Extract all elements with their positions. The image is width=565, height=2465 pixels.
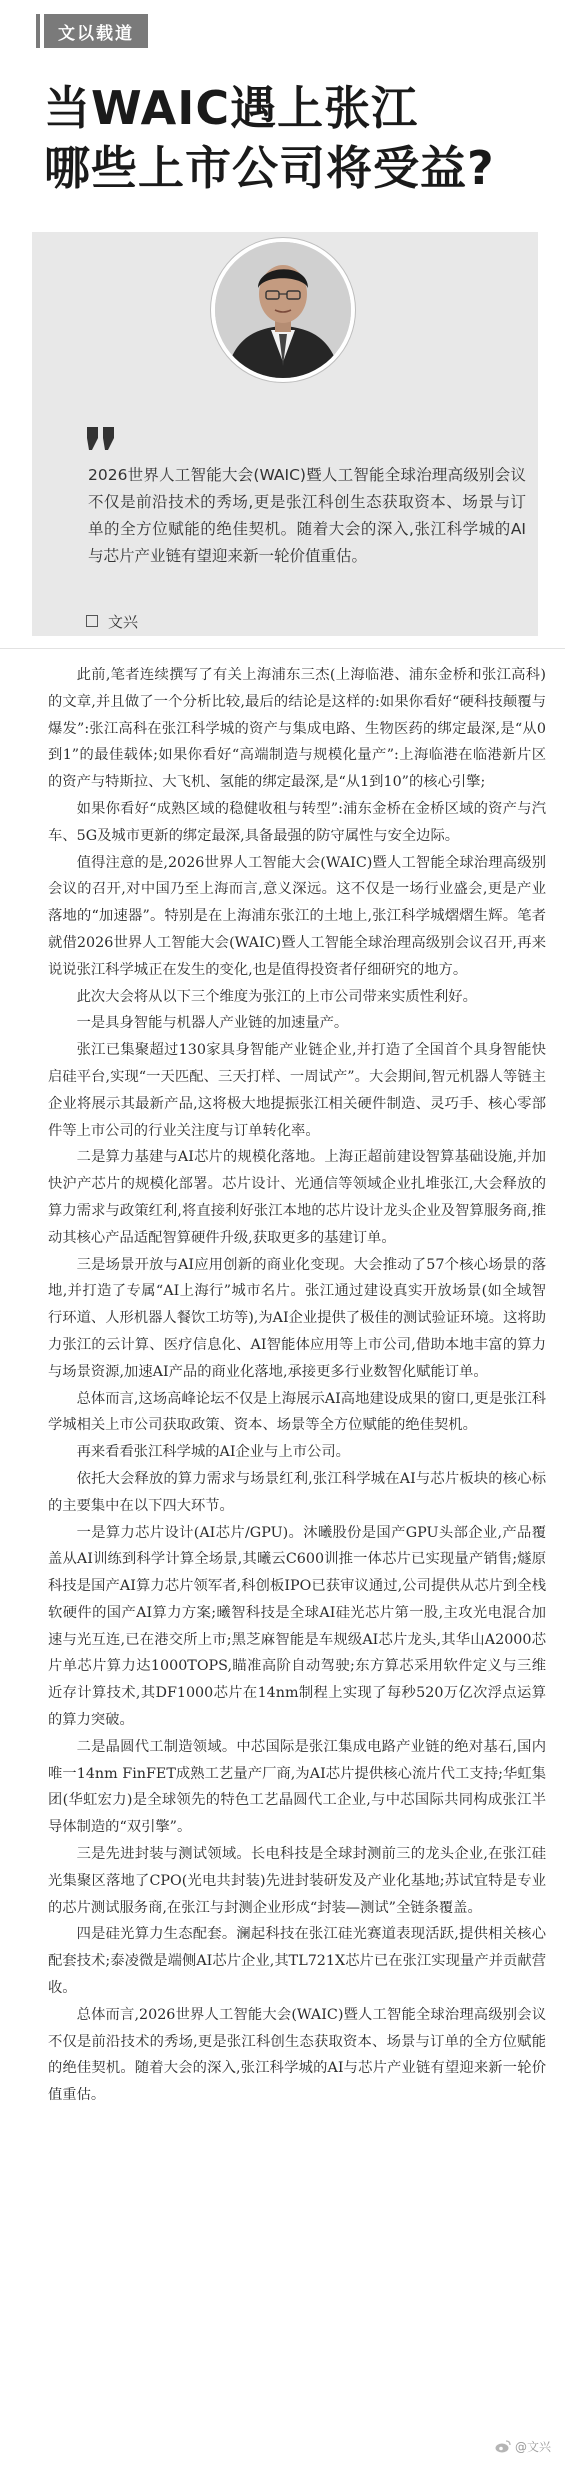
headline-line-1: 当WAIC遇上张江 — [44, 81, 419, 135]
divider — [0, 648, 565, 649]
paragraph: 再来看看张江科学城的AI企业与上市公司。 — [76, 1444, 350, 1461]
paragraph: 此前,笔者连续撰写了有关上海浦东三杰(上海临港、浦东金桥和张江高科)的文章,并且做了一个分析比较,最后的结论是这样的:如果你看好“硬科技颠覆与爆发”:张江高科在张江科学城的资产与集成电路、生物医药的绑定最深,是“从0到1”的最佳载体;如果你看好“高端制造与规模化量产”:上海临港在临港新片区的资产与特斯拉、大飞机、氢能的绑定最深,是“从1到10”的核心引擎; — [48, 667, 546, 791]
paragraph: 二是晶圆代工制造领域。中芯国际是张江集成电路产业链的绝对基石,国内唯一14nm FinFET成熟工艺量产厂商,为AI芯片提供核心流片代工支持;华虹集团(华虹宏力)是全球领先的特色工艺晶圆代工企业,与中芯国际共同构成张江半导体制造的“双引擎”。 — [48, 1738, 546, 1836]
article-body — [48, 662, 546, 2109]
weibo-icon — [495, 2440, 511, 2453]
paragraph: 依托大会释放的算力需求与场景红利,张江科学城在AI与芯片板块的核心标的主要集中在以下四大环节。 — [48, 1470, 546, 1514]
source-watermark — [495, 2438, 551, 2455]
author-byline — [86, 610, 138, 632]
paragraph: 此次大会将从以下三个维度为张江的上市公司带来实质性利好。 — [76, 988, 477, 1005]
lead-summary: 2026世界人工智能大会(WAIC)暨人工智能全球治理高级别会议不仅是前沿技术的秀场,更是张江科创生态获取资本、场景与订单的全方位赋能的绝佳契机。随着大会的深入,张江科学城的AI与芯片产业链有望迎来新一轮价值重估。 — [88, 466, 526, 565]
author-portrait — [211, 238, 355, 382]
paragraph: 值得注意的是,2026世界人工智能大会(WAIC)暨人工智能全球治理高级别会议的召开,对中国乃至上海而言,意义深远。这不仅是一场行业盛会,更是产业落地的“加速器”。特别是在上海浦东张江的土地上,张江科学城熠熠生辉。笔者就借2026世界人工智能大会(WAIC)暨人工智能全球治理高级别会议召开,再来说说张江科学城正在发生的变化,也是值得投资者仔细研究的地方。 — [48, 854, 546, 978]
headline — [44, 78, 544, 198]
paragraph: 三是场景开放与AI应用创新的商业化变现。大会推动了57个核心场景的落地,并打造了专属“AI上海行”城市名片。张江通过建设真实开放场景(如全域智行环道、人形机器人餐饮工坊等),为AI企业提供了极佳的测试验证环境。这将助力张江的云计算、医疗信息化、AI智能体应用等上市公司,借助本地丰富的算力与场景资源,加速AI产品的商业化落地,承接更多行业数智化赋能订单。 — [48, 1256, 546, 1380]
paragraph: 四是硅光算力生态配套。澜起科技在张江硅光赛道表现活跃,提供相关核心配套技术;泰凌微是端侧AI芯片企业,其TL721X芯片已在张江实现量产并贡献营收。 — [48, 1926, 546, 1997]
author-portrait-image — [215, 242, 351, 378]
author-name: 文兴 — [108, 612, 139, 631]
paragraph: 一是具身智能与机器人产业链的加速量产。 — [76, 1015, 349, 1032]
paragraph: 总体而言,这场高峰论坛不仅是上海展示AI高地建设成果的窗口,更是张江科学城相关上市公司获取政策、资本、场景等全方位赋能的绝佳契机。 — [48, 1390, 546, 1434]
paragraph: 一是算力芯片设计(AI芯片/GPU)。沐曦股份是国产GPU头部企业,产品覆盖从AI训练到科学计算全场景,其曦云C600训推一体芯片已实现量产销售;燧原科技是国产AI算力芯片领军者,科创板IPO已获审议通过,公司提供从芯片到全栈软硬件的国产AI算力方案;曦智科技是全球AI硅光芯片第一股,主攻光电混合加速与光互连,已在港交所上市;黑芝麻智能是车规级AI芯片龙头,其华山A2000芯片单芯片算力达1000TOPS,瞄准高阶自动驾驶;东方算芯采用软件定义与三维近存计算技术,其DF1000芯片在14nm制程上实现了每秒520万亿次浮点运算的算力突破。 — [48, 1524, 546, 1729]
headline-line-2: 哪些上市公司将受益? — [44, 141, 495, 195]
paragraph: 总体而言,2026世界人工智能大会(WAIC)暨人工智能全球治理高级别会议不仅是前沿技术的秀场,更是张江科创生态获取资本、场景与订单的全方位赋能的绝佳契机。随着大会的深入,张江科学城的AI与芯片产业链有望迎来新一轮价值重估。 — [48, 2006, 546, 2104]
paragraph: 二是算力基建与AI芯片的规模化落地。上海正超前建设智算基础设施,并加快沪产芯片的规模化部署。芯片设计、光通信等领域企业扎堆张江,大会释放的算力需求与政策红利,将直接利好张江本地的芯片设计龙头企业及智算服务商,推动其核心产品适配智算硬件升级,获取更多的基建订单。 — [48, 1149, 546, 1246]
paragraph: 张江已集聚超过130家具身智能产业链企业,并打造了全国首个具身智能快启硅平台,实现“一天匹配、三天打样、一周试产”。大会期间,智元机器人等链主企业将展示其最新产品,这将极大地提振张江相关硬件制造、灵巧手、核心零部件等上市公司的行业关注度与订单转化率。 — [48, 1042, 546, 1139]
author-marker-icon — [86, 615, 98, 627]
paragraph: 如果你看好“成熟区域的稳健收租与转型”:浦东金桥在金桥区域的资产与汽车、5G及城市更新的绑定最深,具备最强的防守属性与安全边际。 — [48, 800, 546, 844]
watermark-text: @文兴 — [514, 2440, 551, 2454]
paragraph: 三是先进封装与测试领域。长电科技是全球封测前三的龙头企业,在张江硅光集聚区落地了CPO(光电共封装)先进封装研发及产业化基地;苏试宜特是专业的芯片测试服务商,在张江与封测企业形成“封装—测试”全链条覆盖。 — [48, 1846, 546, 1916]
quote-icon — [86, 426, 116, 454]
column-tag: 文以载道 — [44, 14, 148, 48]
